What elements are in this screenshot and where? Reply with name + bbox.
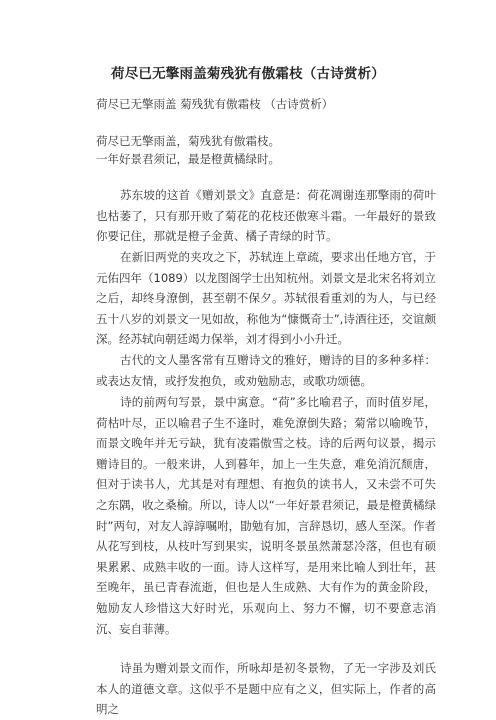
- paragraph: 在新旧两党的夹攻之下，苏轼连上章疏，要求出任地方官，于元佑四年（1089）以龙图阁学士出知杭州。刘景文是北宋名将刘立之后，却终身潦倒，甚至朝不保夕。苏轼很看重刘的为人，与已经五十八岁的刘景文一见如故，称他为“慷慨奇士”,诗酒往还，交谊颇深。经苏轼向朝廷竭力保举，刘才得到小小升迁。: [96, 250, 436, 347]
- poem-line: 一年好景君须记，最是橙黄橘绿时。: [96, 152, 280, 166]
- document-subtitle: 荷尽已无擎雨盖 菊残犹有傲霜枝 （古诗赏析）: [96, 97, 334, 111]
- poem-line: 荷尽已无擎雨盖，菊残犹有傲霜枝。: [96, 134, 280, 148]
- paragraph: 诗的前两句写景，景中寓意。“荷”多比喻君子，而时值岁尾，荷枯叶尽，正以喻君子生不逢时，难免潦倒失路；菊常以喻晚节，而景文晚年并无亏缺，犹有凌霜傲雪之枝。诗的后两句议景，揭示赠诗目的。一般来讲，人到暮年，加上一生失意，难免消沉颓唐，但对于读书人，尤其是对有理想、有抱负的读书人，又未尝不可失之东隅，收之桑榆。所以，诗人以“一年好景君须记，最是橙黄橘绿时”两句，对友人諄諄嘱咐，勖勉有加，言辞恳切，感人至深。作者从花写到枝，从枝叶写到果实，说明冬景虽然萧瑟冷落，但也有硕果累累、成熟丰收的一面。诗人这样写，是用来比喻人到壮年，甚至晚年，虽已青春流逝，但也是人生成熟、大有作为的黄金阶段，勉励友人珍惜这大好时光，乐观向上、努力不懈，切不要意志消沉、妄自菲薄。: [96, 395, 436, 636]
- document-title: 荷尽已无擎雨盖菊残犹有傲霜枝（古诗赏析）: [111, 66, 385, 82]
- paragraph: 诗虽为赠刘景文而作，所咏却是初冬景物，了无一字涉及刘氏本人的道德文章。这似乎不是题中应有之义，但实际上，作者的高明之: [96, 661, 436, 717]
- paragraph: 苏东坡的这首《赠刘景文》直意是：荷花凋谢连那擎雨的荷叶也枯萎了，只有那开败了菊花的花枝还傲寒斗霜。一年最好的景致你要记住，那就是橙子金黄、橘子青绿的时节。: [96, 188, 436, 244]
- paragraph: 古代的文人墨客常有互赠诗文的雅好，赠诗的目的多种多样：或表达友情，或抒发抱负，或劝勉励志，或歌功颂德。: [96, 353, 436, 388]
